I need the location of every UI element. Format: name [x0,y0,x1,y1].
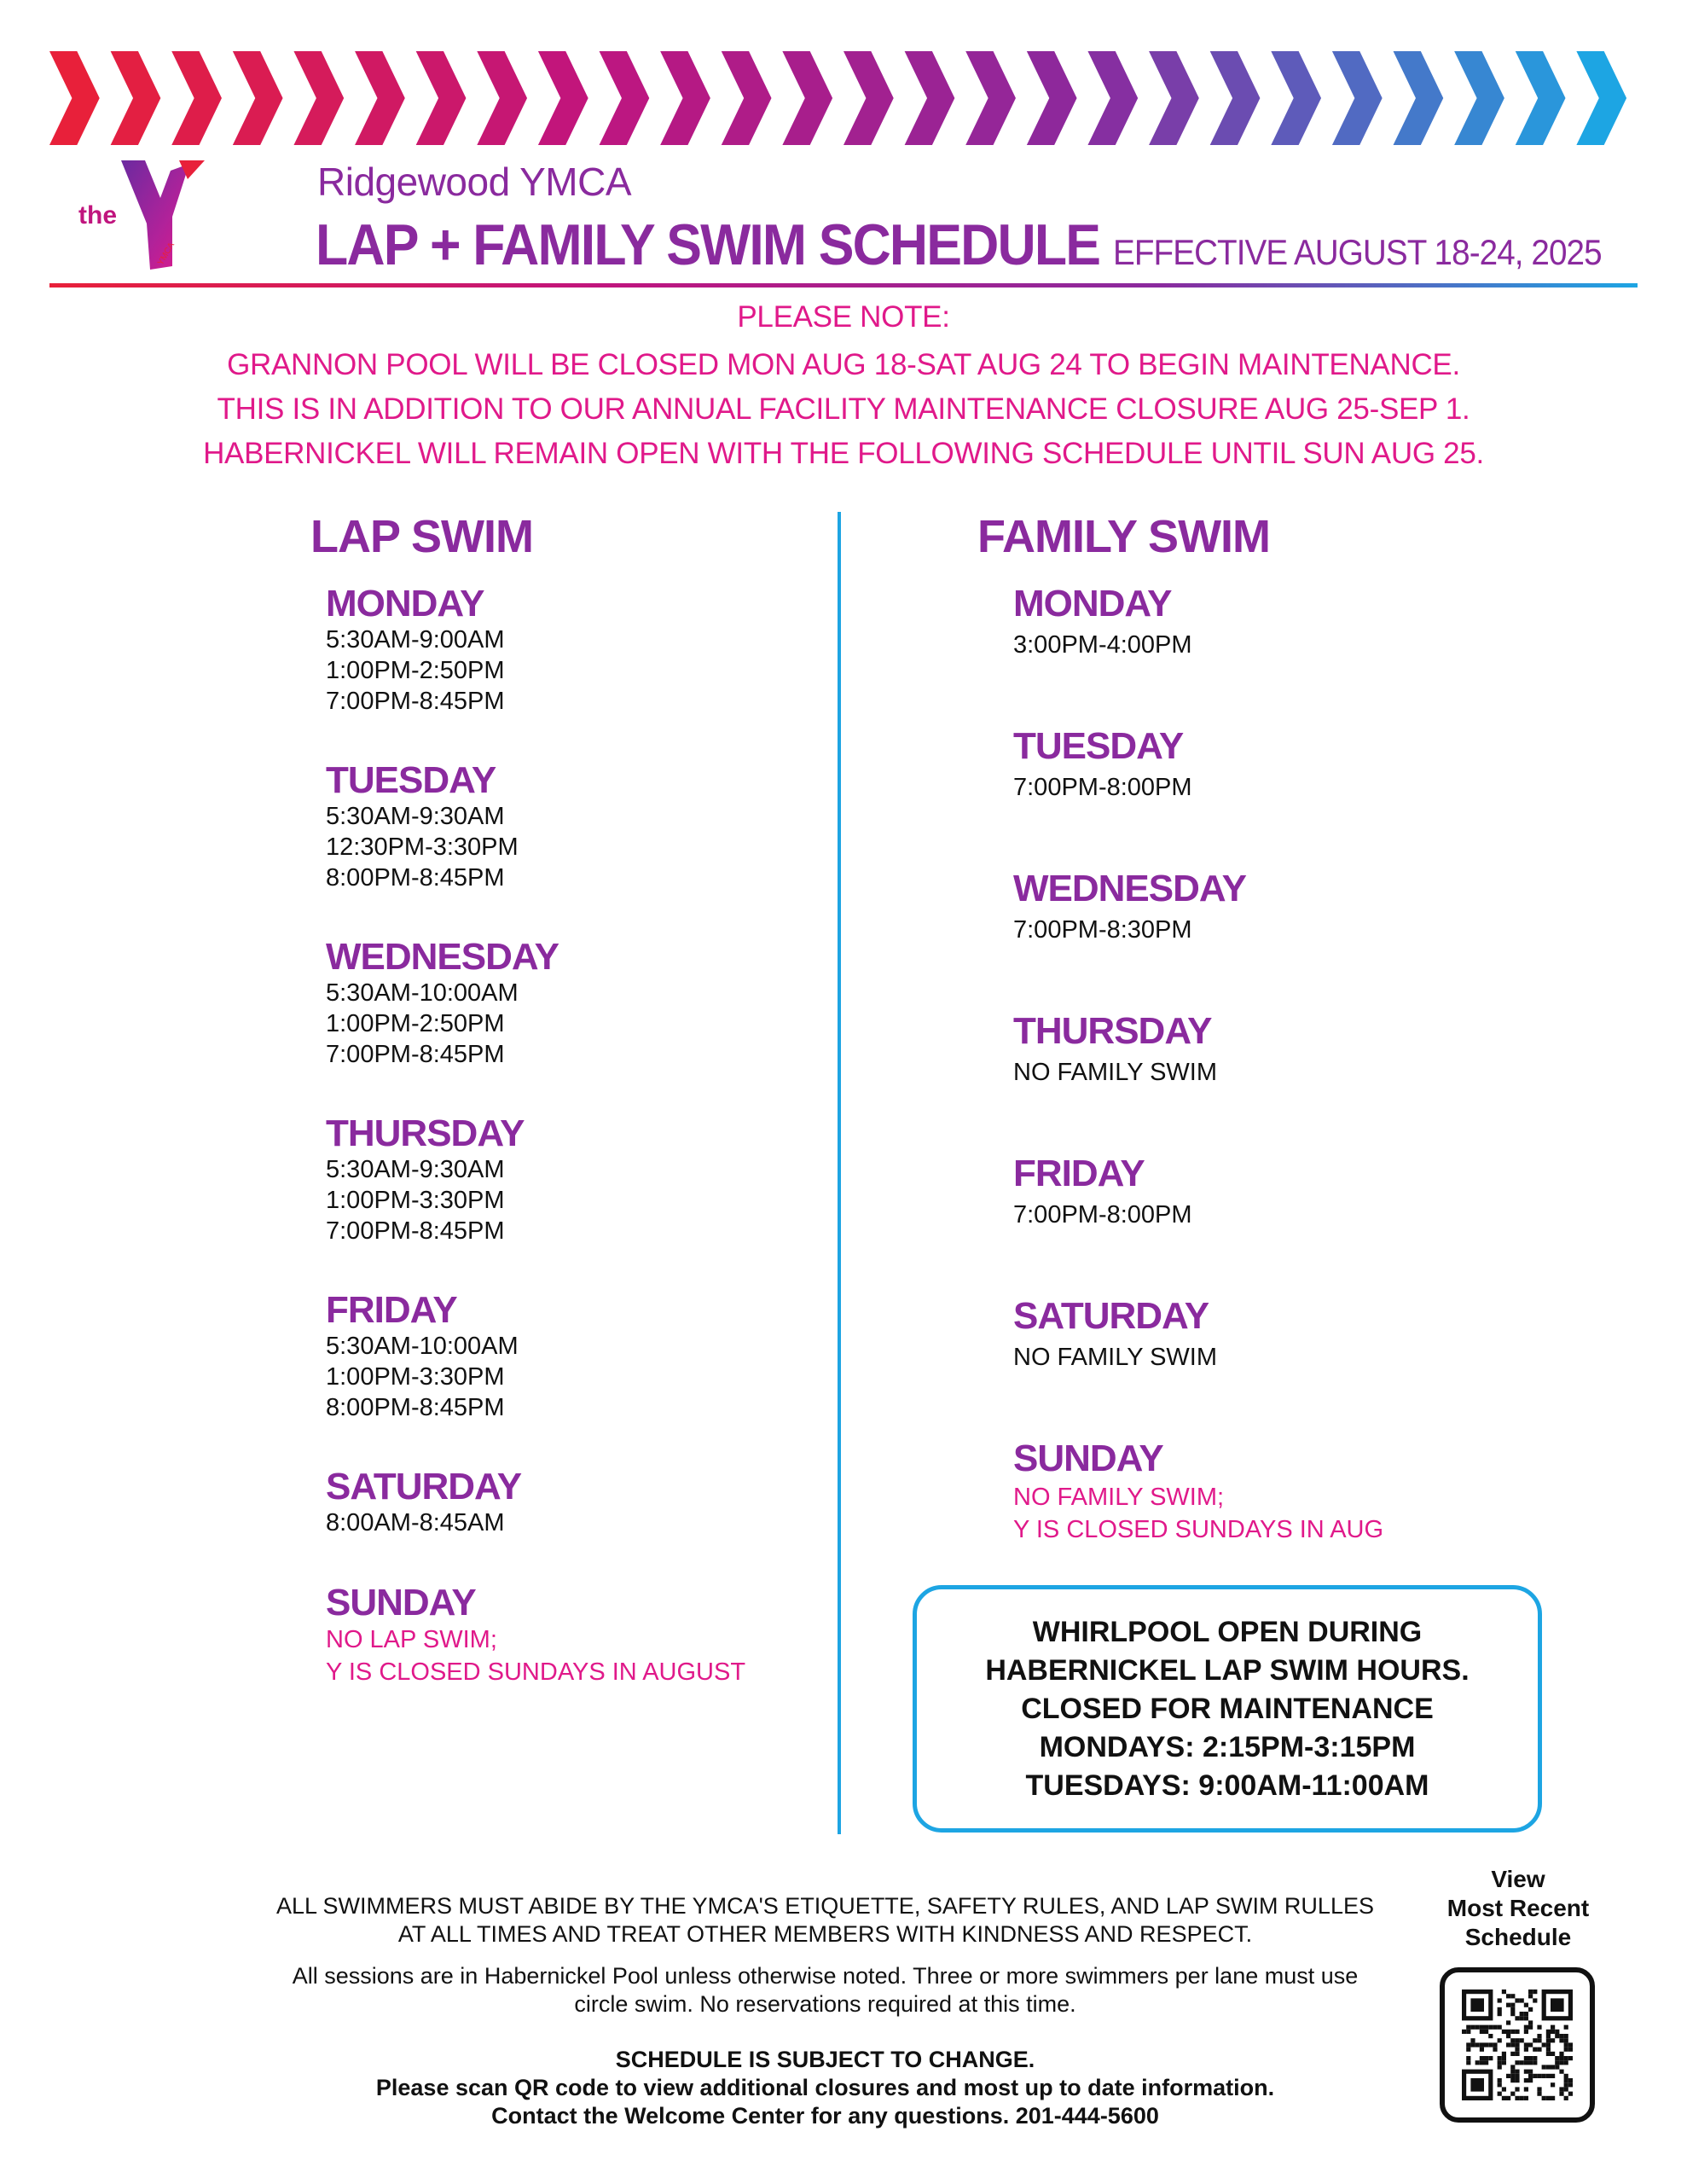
lap-swim-heading: LAP SWIM [310,511,533,562]
chevron-shape [355,51,405,145]
family-day-saturday [1013,1296,1217,1373]
chevron-shape [293,51,344,145]
time-slot: 7:00PM-8:00PM [1013,774,1192,801]
chevron-shape [233,51,283,145]
time-slot: 1:00PM-2:50PM [326,657,505,684]
chevron-shape [416,51,467,145]
family-day-friday [1013,1153,1192,1230]
chevron-shape [1394,51,1444,145]
chevron-shape [722,51,772,145]
chevron-shape [660,51,710,145]
rules-line: ALL SWIMMERS MUST ABIDE BY THE YMCA'S ETIQUETTE, SAFETY RULES, AND LAP SWIM RULLES [276,1893,1374,1919]
chevron-shape [1087,51,1138,145]
logo-ymca-text: YMCA [156,241,177,267]
chevron-shape [1149,51,1199,145]
day-name: THURSDAY [326,1112,525,1154]
whirlpool-line: MONDAYS: 2:15PM-3:15PM [1039,1730,1416,1763]
time-slot: 8:00AM-8:45AM [326,1509,505,1536]
chevron-shape [1576,51,1626,145]
chevron-shape [1516,51,1566,145]
family-swim-heading: FAMILY SWIM [977,511,1271,562]
closure-note: Y IS CLOSED SUNDAYS IN AUG [1013,1516,1384,1543]
lap-day-wednesday [326,937,559,1070]
qr-label: Schedule [1464,1924,1572,1950]
chevron-shape [1271,51,1321,145]
subject-to-change: SCHEDULE IS SUBJECT TO CHANGE. [615,2047,1035,2072]
time-slot: 1:00PM-3:30PM [326,1187,505,1214]
closure-note: NO LAP SWIM; [326,1626,497,1653]
notice-heading: PLEASE NOTE: [737,300,950,334]
whirlpool-line: CLOSED FOR MAINTENANCE [1021,1692,1434,1725]
time-slot: 3:00PM-4:00PM [1013,631,1192,659]
day-name: SUNDAY [326,1582,476,1623]
chevron-shape [965,51,1016,145]
time-slot: 1:00PM-2:50PM [326,1010,505,1037]
title-rule [49,283,1638,288]
day-name: SATURDAY [326,1466,522,1507]
chevron-shape [171,51,222,145]
time-slot: 7:00PM-8:45PM [326,1217,505,1245]
time-slot: 7:00PM-8:45PM [326,688,505,715]
lap-day-sunday [326,1583,745,1688]
time-slot: 1:00PM-3:30PM [326,1363,505,1391]
day-name: THURSDAY [1013,1010,1212,1052]
family-day-tuesday [1013,726,1192,803]
time-slot: 5:30AM-9:30AM [326,1156,505,1183]
time-slot: 12:30PM-3:30PM [326,834,519,861]
chevron-shape [477,51,527,145]
time-slot: 5:30AM-10:00AM [326,979,519,1007]
chevron-banner [49,51,1638,145]
lap-day-tuesday [326,760,519,893]
lap-day-friday [326,1290,519,1423]
family-day-sunday [1013,1438,1383,1546]
day-name: WEDNESDAY [1013,868,1246,909]
time-slot: NO FAMILY SWIM [1013,1344,1218,1371]
family-day-thursday [1013,1011,1217,1088]
family-day-wednesday [1013,868,1246,945]
notice-line: GRANNON POOL WILL BE CLOSED MON AUG 18-SAT AUG 24 TO BEGIN MAINTENANCE. [227,348,1460,381]
day-name: TUESDAY [326,759,496,801]
time-slot: 7:00PM-8:45PM [326,1041,505,1068]
time-slot: 8:00PM-8:45PM [326,864,505,892]
closure-note: Y IS CLOSED SUNDAYS IN AUGUST [326,1658,746,1686]
family-day-monday [1013,584,1192,660]
sessions-line: circle swim. No reservations required at this time. [574,1991,1076,2017]
time-slot: 7:00PM-8:00PM [1013,1201,1192,1228]
time-slot: 7:00PM-8:30PM [1013,916,1192,944]
whirlpool-notice-box [913,1585,1542,1833]
chevron-shape [49,51,100,145]
whirlpool-line: HABERNICKEL LAP SWIM HOURS. [985,1653,1470,1687]
time-slot: NO FAMILY SWIM [1013,1059,1218,1086]
closure-note: NO FAMILY SWIM; [1013,1484,1225,1511]
day-name: MONDAY [326,583,484,624]
chevron-shape [1027,51,1077,145]
day-name: SATURDAY [1013,1295,1209,1337]
notice-line: THIS IS IN ADDITION TO OUR ANNUAL FACILITY MAINTENANCE CLOSURE AUG 25-SEP 1. [217,392,1470,426]
logo-the-text: the [78,201,117,229]
day-name: WEDNESDAY [326,936,559,978]
time-slot: 8:00PM-8:45PM [326,1394,505,1421]
lap-day-saturday [326,1467,521,1538]
day-name: TUESDAY [1013,725,1184,767]
contact-text: Contact the Welcome Center for any questions. 201-444-5600 [491,2103,1159,2129]
page-title: LAP + FAMILY SWIM SCHEDULE [316,212,1100,277]
column-divider [838,512,841,1834]
chevron-shape [111,51,161,145]
ymca-logo [78,160,223,271]
qr-code-icon [1445,1972,1590,2117]
rules-line: AT ALL TIMES AND TREAT OTHER MEMBERS WITH KINDNESS AND RESPECT. [397,1921,1253,1947]
sessions-line: All sessions are in Habernickel Pool unless otherwise noted. Three or more swimmers per lane must use [292,1963,1359,1989]
chevron-shape [538,51,588,145]
time-slot: 5:30AM-9:00AM [326,626,505,653]
lap-day-monday [326,584,505,717]
chevron-shape [1332,51,1383,145]
whirlpool-line: TUESDAYS: 9:00AM-11:00AM [1025,1769,1429,1802]
qr-label: Most Recent [1446,1895,1590,1921]
chevron-shape [782,51,832,145]
chevron-shape [600,51,650,145]
chevron-shape [1210,51,1261,145]
day-name: MONDAY [1013,583,1172,624]
scan-qr-text: Please scan QR code to view additional closures and most up to date information. [375,2075,1275,2100]
qr-label: View [1491,1866,1545,1892]
org-name: Ridgewood YMCA [317,160,632,204]
time-slot: 5:30AM-9:30AM [326,803,505,830]
day-name: SUNDAY [1013,1438,1163,1479]
chevron-shape [844,51,894,145]
notice-line: HABERNICKEL WILL REMAIN OPEN WITH THE FOLLOWING SCHEDULE UNTIL SUN AUG 25. [203,437,1484,470]
day-name: FRIDAY [326,1289,457,1331]
chevron-shape [1454,51,1504,145]
chevron-shape [905,51,955,145]
day-name: FRIDAY [1013,1153,1145,1194]
effective-dates: EFFECTIVE AUGUST 18-24, 2025 [1113,232,1602,272]
lap-day-thursday [326,1113,524,1246]
qr-code-link[interactable] [1440,1967,1595,2123]
time-slot: 5:30AM-10:00AM [326,1333,519,1360]
whirlpool-line: WHIRLPOOL OPEN DURING [1032,1615,1423,1648]
